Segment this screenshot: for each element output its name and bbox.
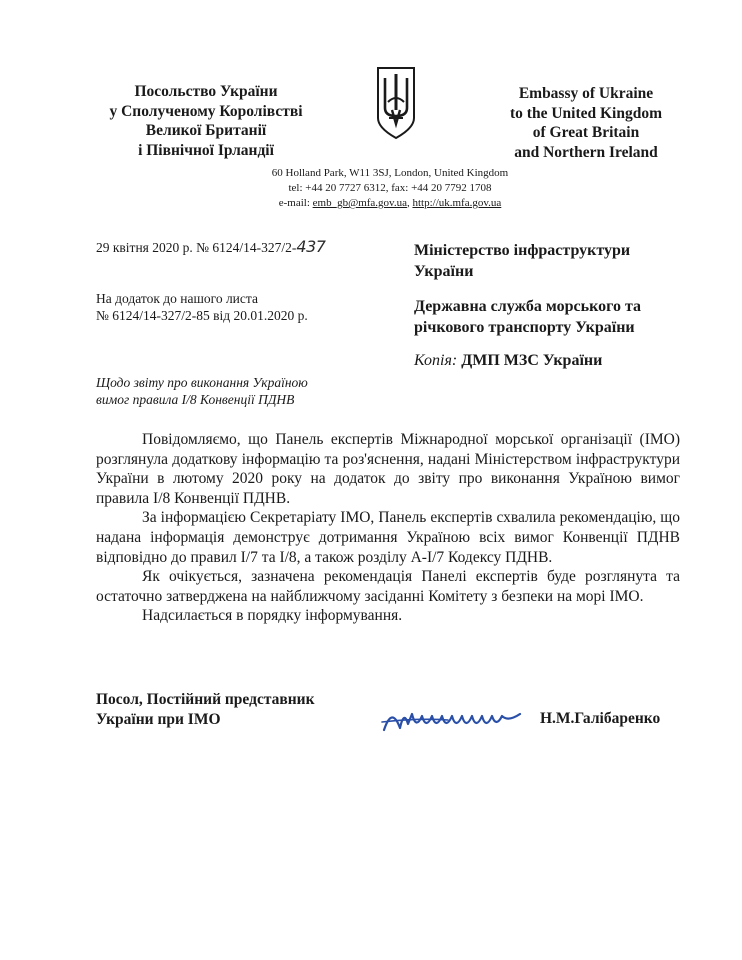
embassy-name-en-line: to the United Kingdom — [510, 104, 662, 122]
body-paragraph: Надсилається в порядку інформування. — [142, 607, 403, 625]
recipient-line: України — [414, 263, 474, 280]
recipient-line: Міністерство інфраструктури — [414, 242, 631, 259]
embassy-address: 60 Holland Park, W11 3SJ, London, United Kingdom — [271, 167, 509, 179]
email-label: e-mail: — [278, 197, 313, 209]
body-paragraph: Повідомляємо, що Панель експертів Міжнародної морської організації (ІМО) розглянула додаткову інформацію та роз'яснення, надані Міністерством інфраструктури України в лютому 2020 року на додаток до звіту про виконання Україною вимог правила І/8 Конвенції ПДНВ. — [96, 431, 680, 507]
recipient-line: річкового транспорту України — [414, 319, 635, 336]
recipient-service — [414, 296, 641, 338]
website-link[interactable]: http://uk.mfa.gov.ua — [412, 197, 502, 209]
embassy-name-ua-line: у Сполученому Королівстві — [109, 102, 303, 120]
embassy-phone-fax: tel: +44 20 7727 6312, fax: +44 20 7792 1708 — [288, 182, 492, 194]
embassy-name-en-line: of Great Britain — [532, 124, 640, 141]
body-paragraph: Як очікується, зазначена рекомендація Панелі експертів буде розглянута та остаточно затверджена на найближчому засіданні Комітету з безпеки на морі ІМО. — [96, 568, 680, 605]
signatory-title-line: Посол, Постійний представник — [96, 691, 315, 708]
addendum-reference — [96, 290, 308, 324]
embassy-name-ua-line: і Північної Ірландії — [138, 141, 274, 159]
copy-recipient — [414, 352, 602, 370]
handwritten-number: 437 — [296, 237, 326, 256]
addendum-line: На додаток до нашого листа — [96, 291, 258, 306]
subject-line: вимог правила І/8 Конвенції ПДНВ — [96, 392, 295, 407]
embassy-name-ua-line: Великої Британії — [145, 122, 267, 139]
embassy-name-ua-line: Посольство України — [134, 83, 278, 100]
reference-date-number: 29 квітня 2020 р. № 6124/14-327/2- — [96, 240, 297, 255]
email-link[interactable]: emb_gb@mfa.gov.ua — [312, 197, 407, 209]
embassy-name-en-line: and Northern Ireland — [514, 143, 658, 161]
signatory-title — [96, 690, 315, 730]
copy-label: Копія: — [414, 352, 458, 369]
letter-body — [96, 430, 680, 626]
embassy-name-ukrainian — [96, 82, 316, 160]
signatory-name: Н.М.Галібаренко — [540, 710, 661, 727]
recipient-line: Державна служба морського та — [414, 298, 641, 315]
copy-value: ДМП МЗС України — [457, 352, 603, 369]
letter-reference — [96, 238, 325, 256]
handwritten-signature — [378, 700, 528, 736]
subject-line: Щодо звіту про виконання Україною — [96, 375, 308, 390]
addendum-line: № 6124/14-327/2-85 від 20.01.2020 р. — [96, 308, 308, 323]
recipient-ministry — [414, 240, 630, 282]
letter-subject — [96, 374, 308, 408]
signatory-title-line: України при ІМО — [96, 711, 221, 728]
ukraine-trident-icon — [374, 66, 418, 140]
contacts-separator: , — [406, 197, 413, 209]
embassy-email-web — [240, 196, 540, 211]
body-paragraph: За інформацією Секретаріату ІМО, Панель експертів схвалила рекомендацію, що надана інформація демонструє дотримання Україною всіх вимог Конвенції ПДНВ відповідно до правил І/7 та І/8, а також розділу А-І/7 Кодексу ПДНВ. — [96, 509, 680, 566]
embassy-contacts — [240, 166, 540, 211]
embassy-name-en-line: Embassy of Ukraine — [518, 85, 654, 102]
embassy-name-english — [486, 84, 686, 162]
